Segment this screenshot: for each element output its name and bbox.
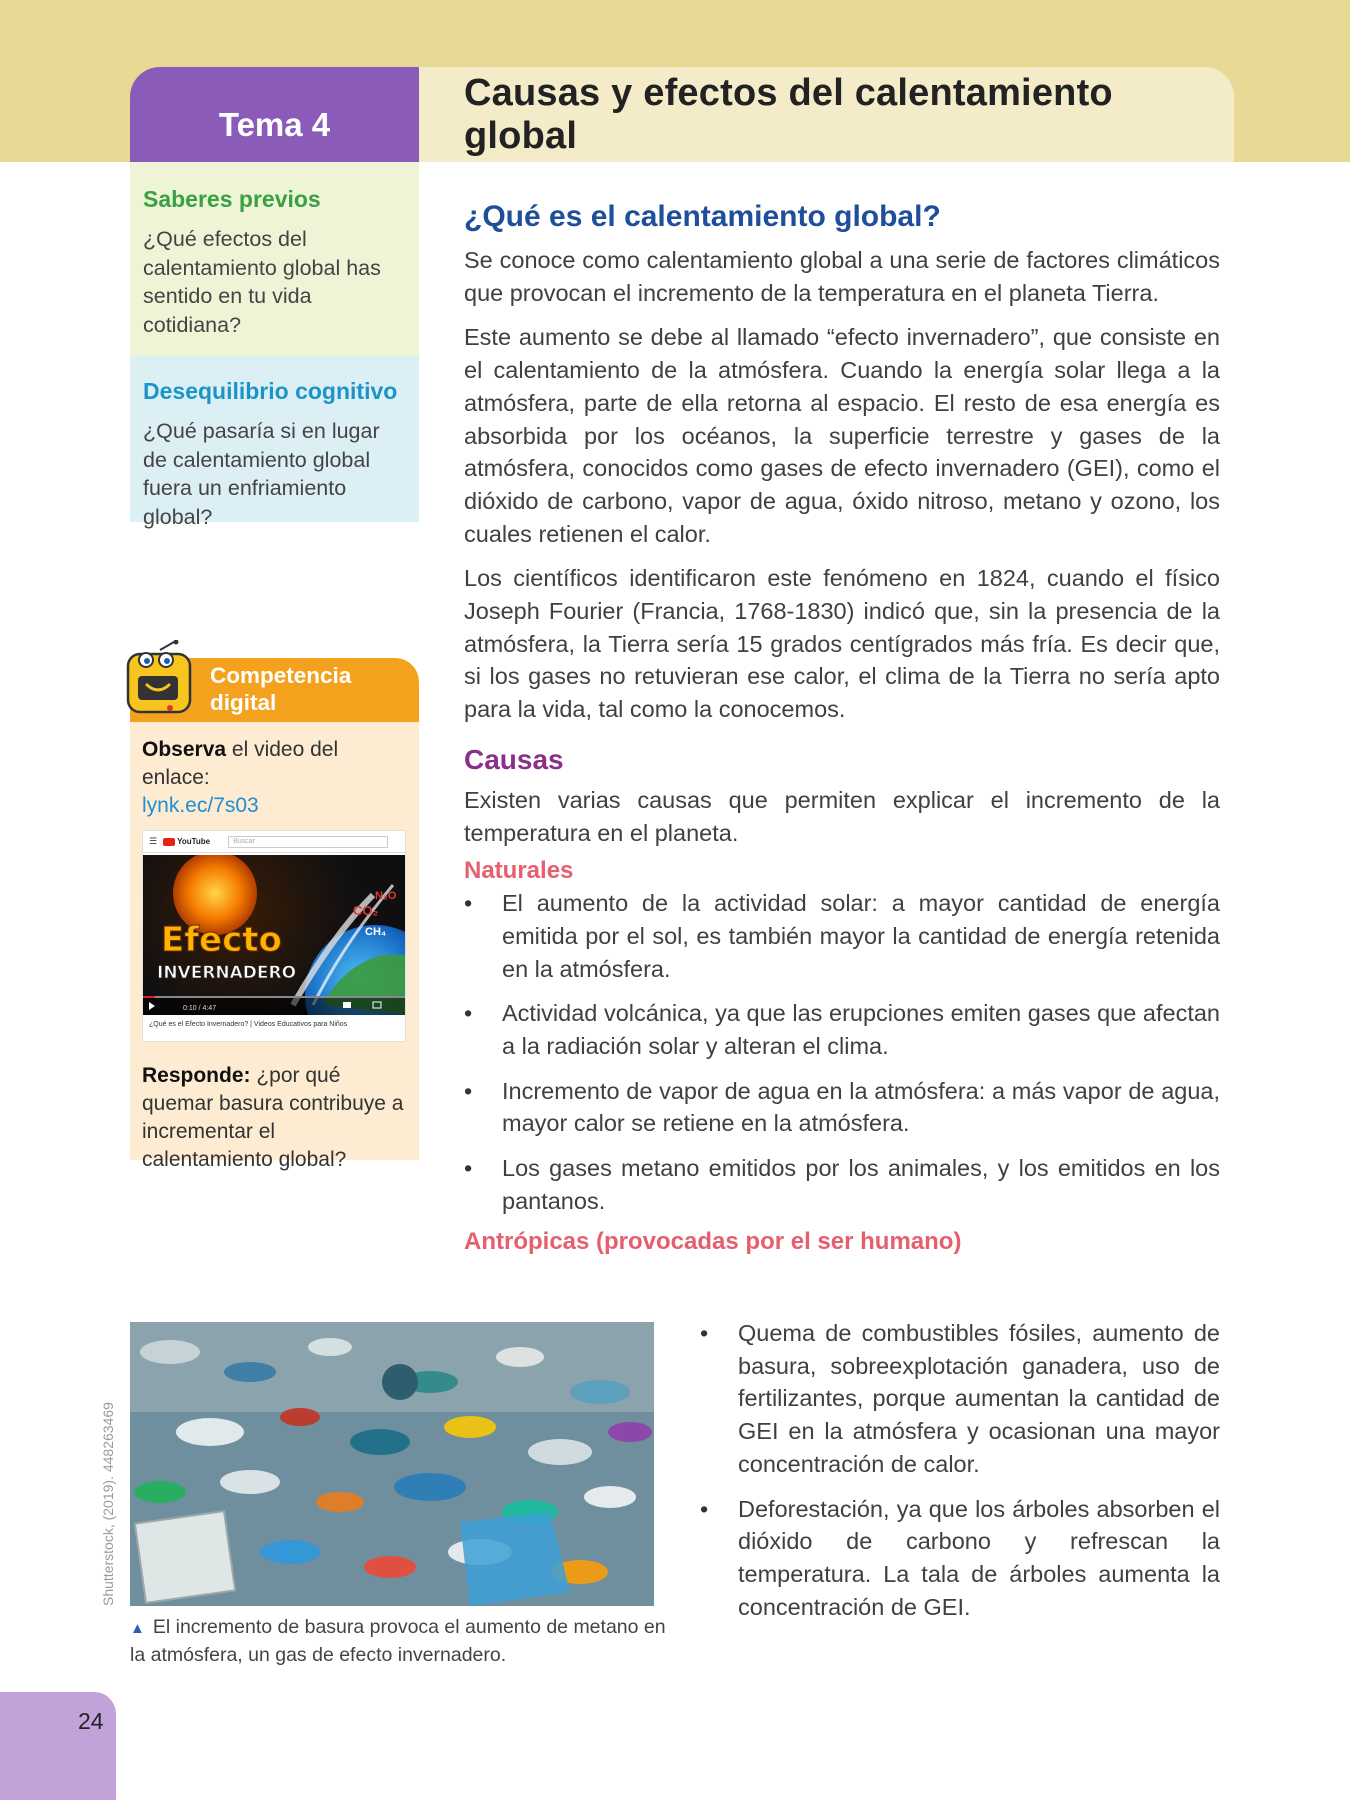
captions-icon[interactable] [343, 1002, 351, 1008]
list-item: • Los gases metano emitidos por los animales, y los emitidos en los pantanos. [464, 1152, 1220, 1217]
paragraph-1: Se conoce como calentamiento global a una serie de factores climáticos que provocan el incremento de la temperatura en el planeta Tierra. [464, 247, 1220, 306]
video-illustration [143, 855, 406, 1015]
video-thumbnail[interactable] [142, 830, 406, 1042]
youtube-search-input[interactable]: Buscar [228, 836, 388, 848]
page-number-tab [0, 1692, 116, 1800]
tema-tab [130, 67, 419, 162]
saberes-title: Saberes previos [143, 186, 321, 212]
photo-caption: ▲ El incremento de basura provoca el aumento de metano en la atmósfera, un gas de efecto invernadero. [130, 1616, 666, 1666]
responde-text: Responde: ¿por qué quemar basura contribuye a incrementar el calentamiento global? [142, 1064, 404, 1171]
desequilibrio-title: Desequilibrio cognitivo [143, 378, 398, 404]
page-number: 24 [78, 1708, 104, 1734]
ch4-label: CH₄ [365, 926, 387, 938]
list-item: • El aumento de la actividad solar: a mayor cantidad de energía emitida por el sol, es también mayor la cantidad de energía retenida en la atmósfera. [464, 887, 1220, 985]
title-bar [419, 67, 1234, 162]
photo-credit: Shutterstock, (2019). 448263469 [100, 1402, 116, 1606]
play-logo-icon [163, 838, 175, 846]
desequilibrio-text: ¿Qué pasaría si en lugar de calentamiento global fuera un enfriamiento global? [143, 419, 380, 529]
antropicas-heading: Antrópicas (provocadas por el ser humano) [464, 1227, 962, 1255]
menu-icon[interactable]: ☰ [149, 836, 158, 846]
n2o-label: N₂O [375, 890, 397, 902]
observa-text: Observa el video del enlace: lynk.ec/7s03 [142, 738, 339, 817]
naturales-list [464, 887, 1220, 1217]
video-frame[interactable] [143, 855, 406, 1015]
antropicas-list [700, 1317, 1220, 1623]
paragraph-3: Los científicos identificaron este fenómeno en 1824, cuando el físico Joseph Fourier (Francia, 1768-1830) indicó que, sin la presencia de la atmósfera, la Tierra sería 15 grados centígrados más fría. Es decir que, si los gases no retuvieran ese calor, el clima de la Tierra no sería apto para la vida, tal como la conocemos. [464, 565, 1220, 723]
competencia-title: Competencia digital [210, 663, 352, 715]
section-heading: ¿Qué es el calentamiento global? [464, 200, 941, 233]
causas-heading: Causas [464, 743, 564, 775]
list-item: • Incremento de vapor de agua en la atmósfera: a más vapor de agua, mayor calor se retiene en la atmósfera. [464, 1075, 1220, 1140]
causas-intro: Existen varias causas que permiten explicar el incremento de la temperatura en el planeta. [464, 786, 1220, 846]
list-item: • Quema de combustibles fósiles, aumento de basura, sobreexplotación ganadera, uso de fertilizantes, porque aumentan la cantidad de GEI en la atmósfera y ocasionan una mayor concentración de calor. [700, 1317, 1220, 1481]
competencia-body [130, 722, 419, 1171]
naturales-heading: Naturales [464, 857, 574, 885]
antropicas-column [700, 1317, 1220, 1635]
tema-label: Tema 4 [218, 105, 331, 143]
garbage-photo [130, 1322, 654, 1606]
video-title-line2: INVERNADERO [157, 963, 297, 983]
garbage-illustration [130, 1322, 654, 1606]
saberes-text: ¿Qué efectos del calentamiento global has sentido en tu vida cotidiana? [143, 227, 381, 337]
video-link[interactable]: lynk.ec/7s03 [142, 794, 259, 817]
youtube-logo: YouTube [163, 837, 210, 846]
video-time: 0:10 / 4:47 [183, 1005, 217, 1012]
paragraph-2: Este aumento se debe al llamado “efecto invernadero”, que consiste en el calentamiento de la atmósfera. Cuando la energía solar llega a la atmósfera, parte de ella retorna al espacio. El resto de esa energía es absorbida por los océanos, la superficie terrestre y gases de la atmósfera, conocidos como gases de efecto invernadero (GEI), como el dióxido de carbono, vapor de agua, óxido nitroso, metano y ozono, los cuales retienen el calor. [464, 324, 1220, 547]
video-title-line1: Efecto [161, 920, 282, 960]
video-topbar [143, 831, 405, 853]
saberes-previos-box [130, 162, 419, 356]
main-content [464, 200, 1220, 1256]
triangle-up-icon: ▲ [130, 1620, 145, 1637]
page-title: Causas y efectos del calentamiento global [464, 71, 1113, 157]
co2-label: CO₂ [353, 903, 379, 918]
robot-mascot-icon [126, 640, 198, 720]
list-item: • Actividad volcánica, ya que las erupciones emiten gases que afectan a la radiación solar y alteran el clima. [464, 997, 1220, 1062]
list-item: • Deforestación, ya que los árboles absorben el dióxido de carbono y refrescan la temperatura. La tala de árboles aumenta la concentración de GEI. [700, 1493, 1220, 1624]
desequilibrio-box [130, 356, 419, 529]
video-caption: ¿Qué es el Efecto Invernadero? | Videos Educativos para Niños [149, 1021, 348, 1028]
